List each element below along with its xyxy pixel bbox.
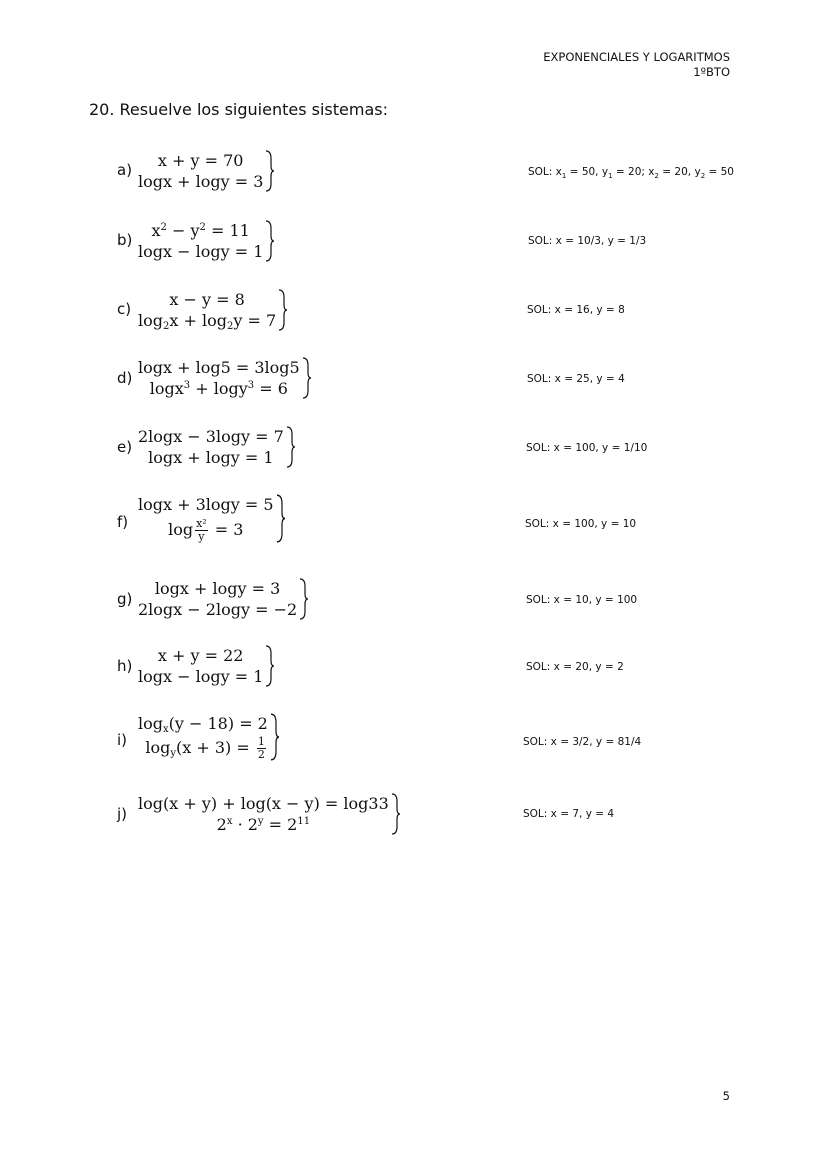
equation: logx$^3$ + logy$^3$ = 6 bbox=[149, 379, 288, 398]
equation-system bbox=[138, 793, 401, 835]
brace-icon bbox=[278, 289, 288, 331]
equation: logx + logy = 3 bbox=[138, 172, 264, 191]
equation: $x^2 - y^2 = 11$ bbox=[151, 221, 250, 240]
equation-system bbox=[138, 578, 309, 620]
problem-label: f) bbox=[117, 513, 129, 531]
brace-icon bbox=[286, 426, 296, 468]
solution: SOL: x = 7, y = 4 bbox=[523, 808, 615, 820]
equation-system bbox=[138, 220, 275, 262]
brace-icon bbox=[265, 150, 275, 192]
brace-icon bbox=[299, 578, 309, 620]
equation: log $\frac{\text{x²}}{y}$ = 3 bbox=[168, 517, 244, 543]
problem-label: d) bbox=[117, 369, 133, 387]
brace-icon bbox=[276, 494, 286, 543]
brace-icon bbox=[265, 220, 275, 262]
problem-label: i) bbox=[117, 731, 128, 749]
problem-label: h) bbox=[117, 657, 133, 675]
equation: $2^x \cdot 2^y = 2^{11}$ bbox=[216, 815, 311, 834]
problem-label: a) bbox=[117, 161, 133, 179]
equation: logx − logy = 1 bbox=[138, 242, 264, 261]
equation-system bbox=[138, 289, 288, 331]
exercise-heading: 20. Resuelve los siguientes sistemas: bbox=[89, 100, 388, 119]
equation: logx + logy = 1 bbox=[148, 448, 274, 467]
problem-label: e) bbox=[117, 438, 133, 456]
equation-system bbox=[138, 150, 275, 192]
problem-label: b) bbox=[117, 231, 133, 249]
equation: x − y = 8 bbox=[169, 290, 245, 309]
equation: 2logx − 3logy = 7 bbox=[138, 427, 284, 446]
equation-system bbox=[138, 494, 286, 543]
equation-system bbox=[138, 426, 296, 468]
equation: $\log_y(x + 3)$ = $\frac{1}{2}$ bbox=[145, 735, 265, 761]
brace-icon bbox=[265, 645, 275, 687]
solution: SOL: x = 100, y = 1/10 bbox=[526, 442, 648, 454]
equation-system bbox=[138, 645, 275, 687]
equation: logx + log5 = 3log5 bbox=[138, 358, 300, 377]
problem-label: j) bbox=[117, 805, 128, 823]
equation: 2logx − 2logy = −2 bbox=[138, 600, 298, 619]
solution: SOL: $x_1 = 50$, $y_1 = 20$; $x_2 = 20$, $y_2 = 50$ bbox=[528, 166, 734, 181]
solution: SOL: x = 20, y = 2 bbox=[526, 661, 624, 673]
solution: SOL: x = 16, y = 8 bbox=[527, 304, 625, 316]
equation: logx + 3logy = 5 bbox=[138, 495, 274, 514]
page-number: 5 bbox=[722, 1089, 730, 1103]
header-course: 1ºBTO bbox=[693, 65, 730, 79]
equation: $\log_2x + \log_2y = 7$ bbox=[138, 311, 277, 332]
solution: SOL: x = 10/3, y = 1/3 bbox=[528, 235, 647, 247]
brace-icon bbox=[270, 713, 280, 761]
equation-system bbox=[138, 357, 312, 399]
equation-system bbox=[138, 713, 280, 761]
equation: $\log_x(y - 18) = 2$ bbox=[138, 714, 268, 735]
solution: SOL: x = 3/2, y = 81/4 bbox=[523, 736, 642, 748]
header-title: EXPONENCIALES Y LOGARITMOS bbox=[543, 50, 730, 64]
solution: SOL: x = 100, y = 10 bbox=[525, 518, 637, 530]
brace-icon bbox=[391, 793, 401, 835]
solution: SOL: x = 10, y = 100 bbox=[526, 594, 638, 606]
brace-icon bbox=[302, 357, 312, 399]
problem-label: c) bbox=[117, 300, 132, 318]
solution: SOL: x = 25, y = 4 bbox=[527, 373, 625, 385]
problem-label: g) bbox=[117, 590, 133, 608]
equation: x + y = 70 bbox=[157, 151, 244, 170]
equation: logx + logy = 3 bbox=[154, 579, 281, 598]
equation: x + y = 22 bbox=[157, 646, 244, 665]
equation: logx − logy = 1 bbox=[138, 667, 264, 686]
page-header bbox=[543, 50, 730, 80]
equation: log(x + y) + log(x − y) = log33 bbox=[138, 794, 389, 813]
